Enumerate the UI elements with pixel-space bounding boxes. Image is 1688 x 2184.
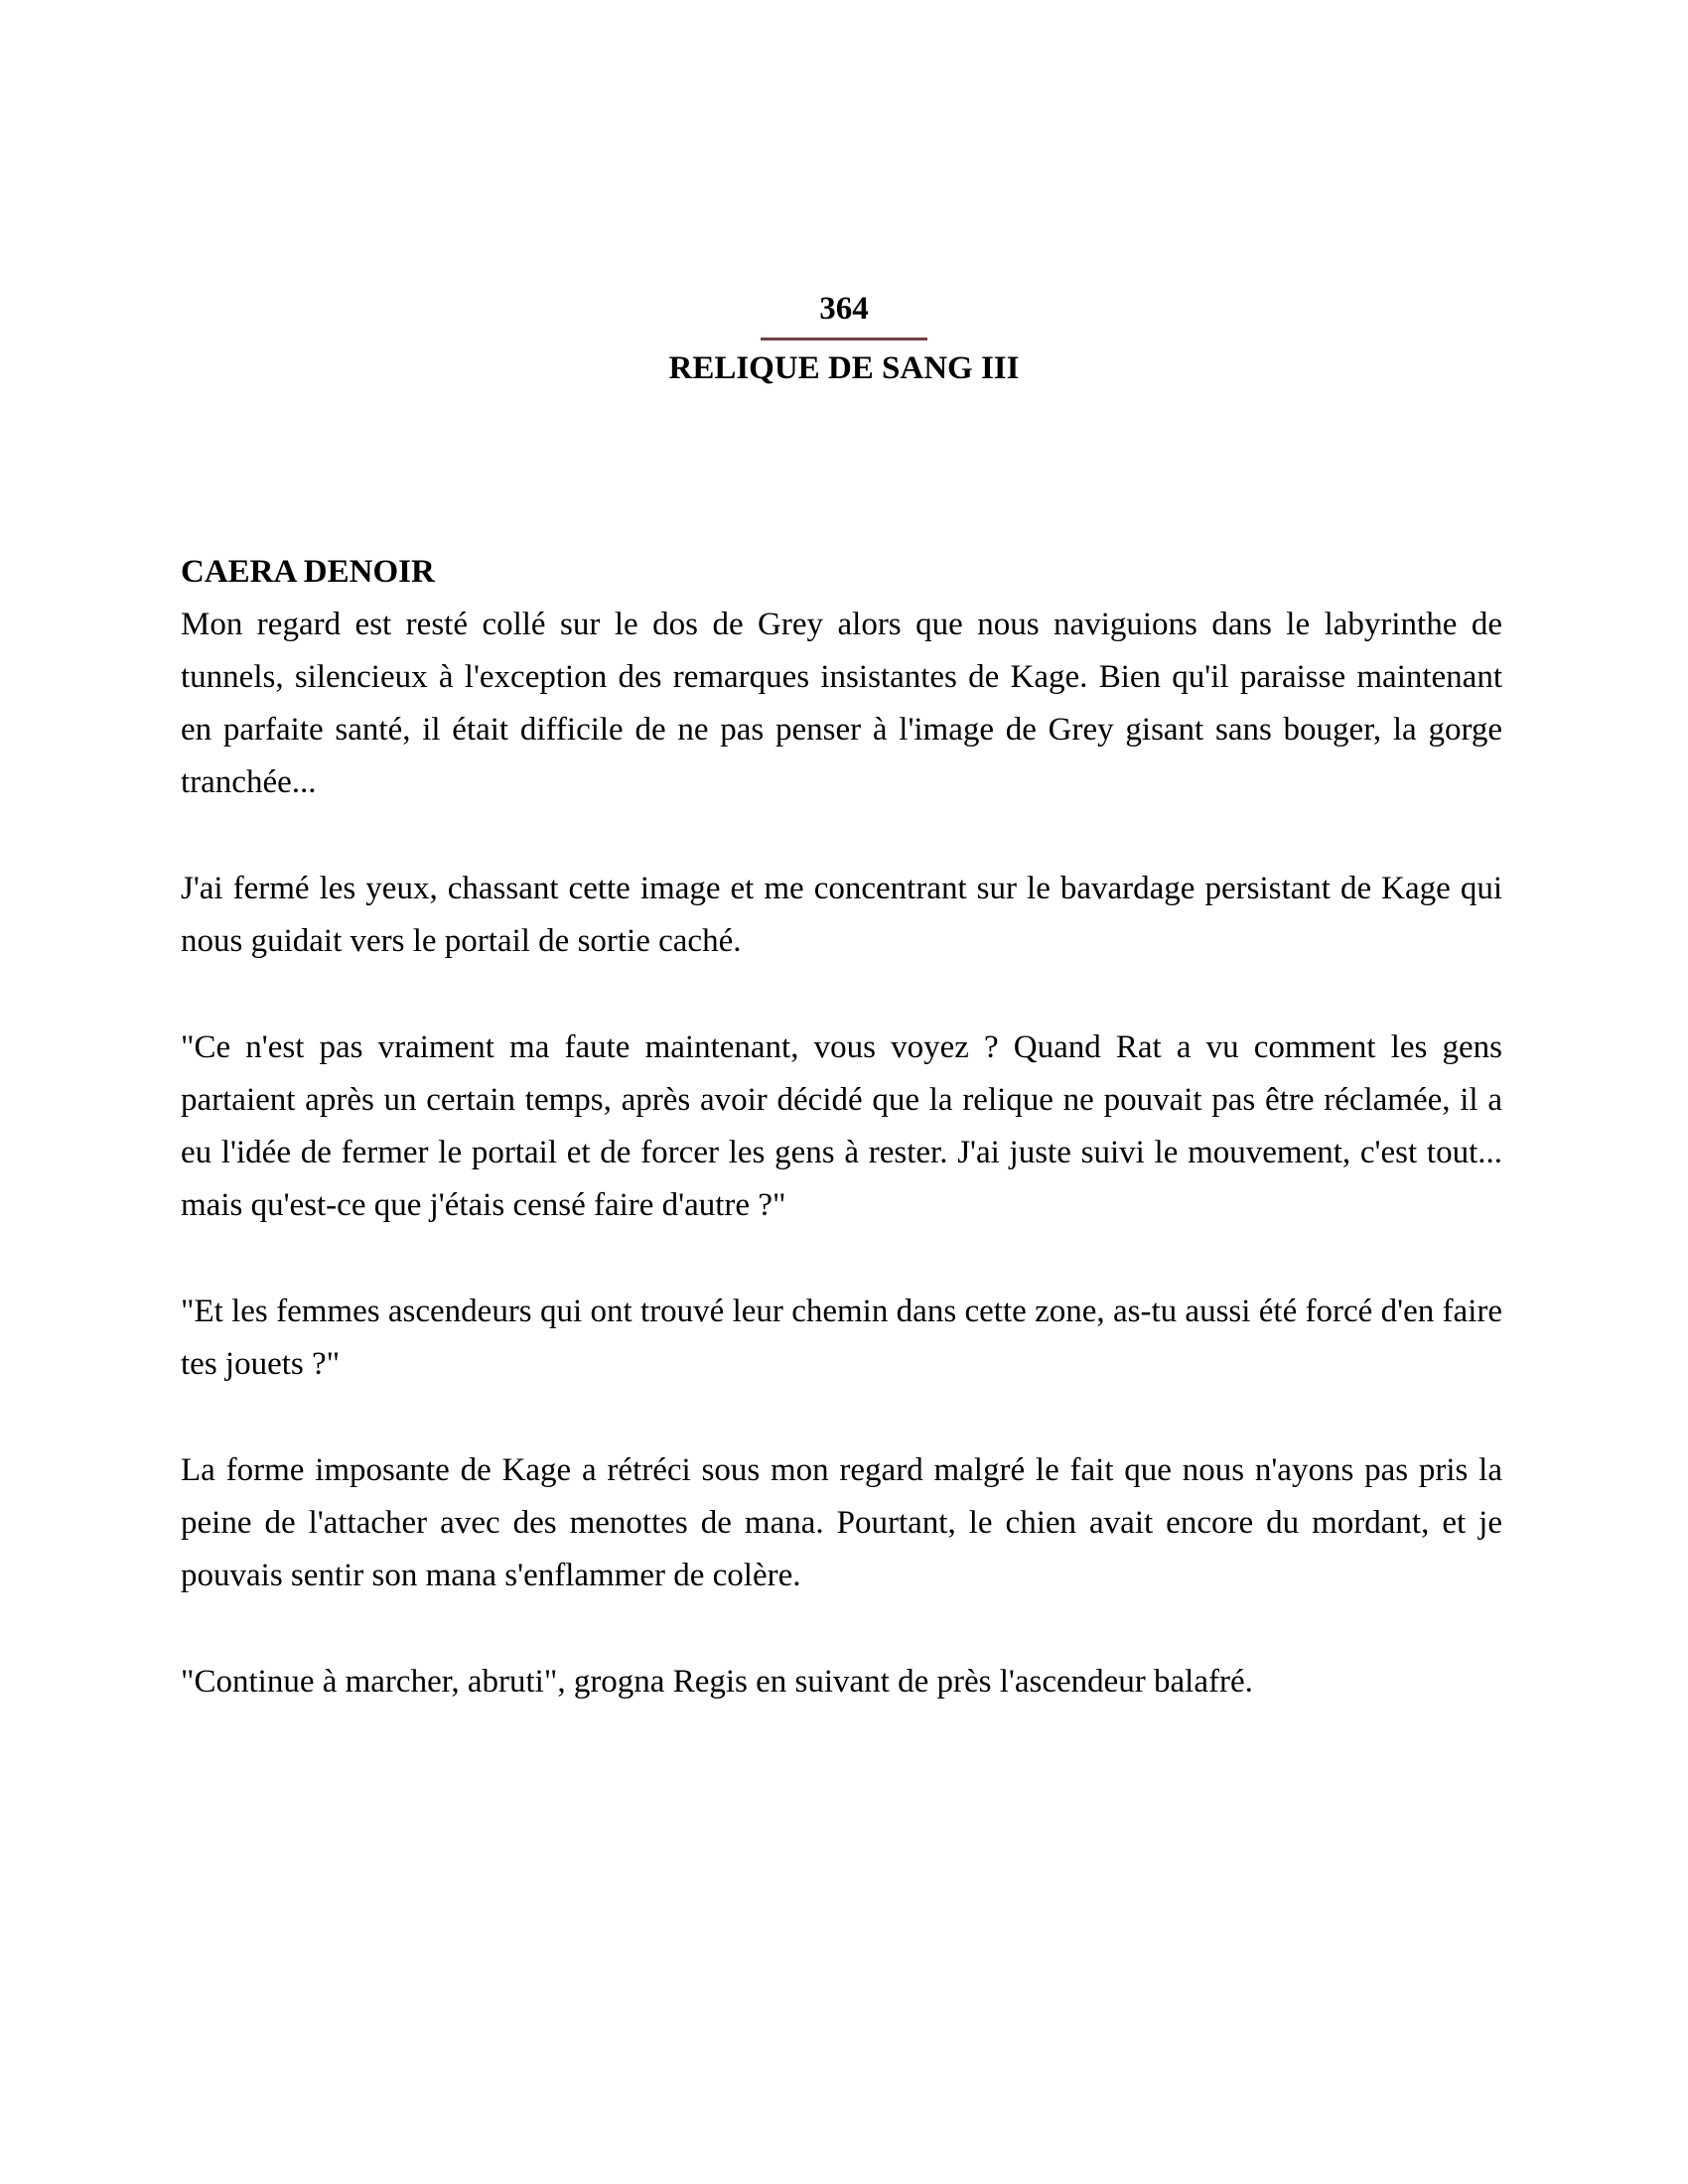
section-heading: CAERA DENOIR xyxy=(181,554,435,590)
paragraph: "Ce n'est pas vraiment ma faute maintenant, vous voyez ? Quand Rat a vu comment les gens partaient après un certain temps, après avoir décidé que la relique ne pouvait pas être réclamée, il a eu l'idée de fermer le portail et de forcer les gens à rester. J'ai juste suivi le mouvement, c'est tout... mais qu'est-ce que j'étais censé faire d'autre ?" xyxy=(181,1029,1502,1223)
paragraph: "Et les femmes ascendeurs qui ont trouvé leur chemin dans cette zone, as-tu aussi été forcé d'en faire tes jouets ?" xyxy=(181,1294,1502,1382)
chapter-header xyxy=(0,0,1688,387)
paragraph: J'ai fermé les yeux, chassant cette image et me concentrant sur le bavardage persistant de Kage qui nous guidait vers le portail de sortie caché. xyxy=(181,871,1502,959)
paragraph: Mon regard est resté collé sur le dos de Grey alors que nous naviguions dans le labyrinthe de tunnels, silencieux à l'exception des remarques insistantes de Kage. Bien qu'il paraisse maintenant en parfaite santé, il était difficile de ne pas penser à l'image de Grey gisant sans bouger, la gorge tranchée... xyxy=(181,607,1502,800)
paragraph: La forme imposante de Kage a rétréci sous mon regard malgré le fait que nous n'ayons pas pris la peine de l'attacher avec des menottes de mana. Pourtant, le chien avait encore du mordant, et je pouvais sentir son mana s'enflammer de colère. xyxy=(181,1452,1502,1593)
title-divider xyxy=(761,338,927,341)
chapter-title: RELIQUE DE SANG III xyxy=(668,350,1020,386)
chapter-body xyxy=(181,546,1502,1708)
paragraph: "Continue à marcher, abruti", grogna Regis en suivant de près l'ascendeur balafré. xyxy=(181,1664,1253,1700)
page-number: 364 xyxy=(819,291,869,327)
